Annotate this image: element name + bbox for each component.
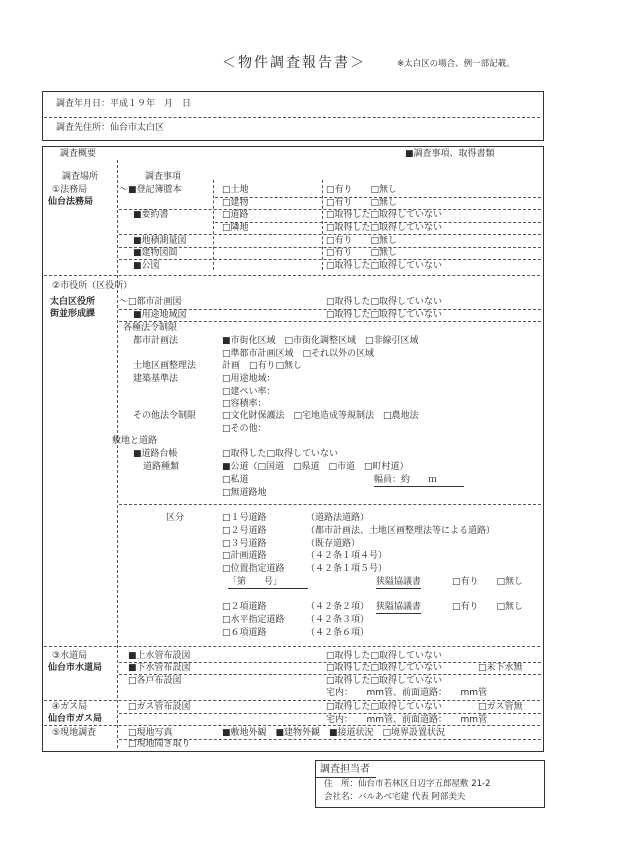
site-interview[interactable]: □現地聞き取り xyxy=(128,739,191,749)
survey-target-field[interactable]: 調査先住所：仙台市太白区 xyxy=(56,123,165,133)
water-office: 仙台市水道局 xyxy=(48,663,103,673)
legal-sub-2[interactable]: □建物 xyxy=(222,198,249,208)
water-map-opts[interactable]: □取得した□取得していない xyxy=(326,651,443,661)
divider xyxy=(44,117,540,118)
land-readjust-opts[interactable]: 計画 □有り□無し xyxy=(222,361,303,371)
div-row-2-desc: （都市計画法、土地区画整理法等による道路） xyxy=(306,526,496,536)
divider xyxy=(119,713,541,714)
coverage-field[interactable]: □建ぺい率： xyxy=(222,387,276,397)
restrictions-label: 各種法令制限 xyxy=(123,323,178,333)
legal-item-7: ■公図 xyxy=(133,261,160,271)
div-row2-1[interactable]: □２項道路 xyxy=(222,602,267,612)
use-map-opts[interactable]: □取得した□取得していない xyxy=(326,310,443,320)
road-ledger-opts[interactable]: □取得した□取得していない xyxy=(222,449,339,459)
gas-map-opts[interactable]: □取得した□取得していない xyxy=(326,702,443,712)
div-row-1-desc: （道路法道路） xyxy=(306,513,370,523)
site-section: ⑤現地調査 xyxy=(52,728,97,738)
legal-item-1: 〜■登記簿謄本 xyxy=(119,185,182,195)
water-map: ■上水管布設図 xyxy=(128,651,191,661)
plan-map: 〜□都市計画図 xyxy=(119,297,182,307)
road-private[interactable]: □私道 xyxy=(222,475,249,485)
narrow-consult-opts-1[interactable]: □有り □無し xyxy=(452,577,524,587)
div-row2-1-desc: （４２条２項） xyxy=(306,602,370,612)
surveyor-underline xyxy=(316,777,376,778)
div-row-2[interactable]: □２号道路 xyxy=(222,526,267,536)
column-divider-3 xyxy=(322,180,323,270)
building-std-label: 建築基準法 xyxy=(133,374,179,384)
city-plan-label: 都市計画法 xyxy=(133,336,179,346)
road-type-label: 道路種類 xyxy=(143,462,180,472)
narrow-consult-opts-2[interactable]: □有り □無し xyxy=(452,602,524,612)
divider xyxy=(119,504,541,505)
site-photo[interactable]: □現地写真 xyxy=(128,728,173,738)
div-row-3[interactable]: □３号道路 xyxy=(222,539,267,549)
sewer-map: ■下水管布設図 xyxy=(128,663,191,673)
legal-item-3: ■要約書 xyxy=(133,210,169,220)
surveyor-label: 調査担当者 xyxy=(320,764,370,775)
div-row-4[interactable]: □計画道路 xyxy=(222,551,267,561)
other-laws-label: その他法令制限 xyxy=(133,411,197,421)
legal-opts-3[interactable]: □取得した□取得していない xyxy=(326,210,443,220)
gas-office: 仙台市ガス局 xyxy=(48,714,103,724)
div-row2-2[interactable]: □水平指定道路 xyxy=(222,615,285,625)
legal-opts-2[interactable]: □有り □無し xyxy=(326,198,398,208)
section-divider xyxy=(44,646,540,647)
legal-sub-4[interactable]: □隣地 xyxy=(222,223,249,233)
divider xyxy=(119,674,541,675)
plan-map-opts[interactable]: □取得した□取得していない xyxy=(326,297,443,307)
col-item: 調査事項 xyxy=(145,172,182,182)
surveyor-address: 住 所：仙台市若林区日辺字五郎屋敷 21-2 xyxy=(324,779,491,789)
no-gas[interactable]: □ガス管無 xyxy=(478,702,523,712)
city-plan-opts-2[interactable]: □準都市計画区域 □それ以外の区域 xyxy=(222,349,375,359)
water-pipe-field[interactable]: 宅内： mm管、前面道路： mm管 xyxy=(326,688,488,698)
house-map: □各戸布設図 xyxy=(128,676,182,686)
survey-date-field[interactable]: 調査年月日：平成１９年 月 日 xyxy=(56,99,192,109)
legal-opts-7[interactable]: □取得した□取得していない xyxy=(326,261,443,271)
other-laws-other[interactable]: □その他： xyxy=(222,424,267,434)
city-office-2: 街並形成課 xyxy=(50,309,96,319)
legal-sub-3[interactable]: □道路 xyxy=(222,210,249,220)
site-road-label: 敷地と道路 xyxy=(112,436,158,446)
section-divider xyxy=(44,275,540,276)
sewer-map-opts[interactable]: □取得した□取得していない xyxy=(326,663,443,673)
use-zone-field[interactable]: □用途地域： xyxy=(222,374,276,384)
div-row2-3-desc: （４２条６項） xyxy=(306,628,370,638)
legal-opts-5[interactable]: □有り □無し xyxy=(326,236,398,246)
divider xyxy=(119,234,541,235)
site-checks[interactable]: ■敷地外観 ■建物外観 ■接道状況 □境界設置状況 xyxy=(222,728,446,738)
section-divider xyxy=(44,700,540,701)
title-note: ※太白区の場合、例一部記載。 xyxy=(397,59,515,69)
legal-opts-4[interactable]: □取得した□取得していない xyxy=(326,223,443,233)
col-place: 調査場所 xyxy=(62,172,99,182)
legal-office: 仙台法務局 xyxy=(48,197,94,207)
house-map-opts[interactable]: □取得した□取得していない xyxy=(326,676,443,686)
road-public[interactable]: ■公道（□国道 □県道 □市道 □町村道） xyxy=(222,462,409,472)
city-plan-opts-1[interactable]: ■市街化区域 □市街化調整区域 □非線引区域 xyxy=(222,336,419,346)
water-section: ③水道局 xyxy=(52,651,88,661)
section-divider xyxy=(44,725,540,726)
legal-opts-6[interactable]: □有り □無し xyxy=(326,248,398,258)
div-row2-2-desc: （４２条３項） xyxy=(306,615,370,625)
overview-legend: ■調査事項、取得書類 xyxy=(405,149,495,159)
column-divider xyxy=(117,160,118,748)
road-ledger-label: ■道路台帳 xyxy=(133,449,178,459)
number-field[interactable]: 「第 号」 xyxy=(228,578,308,589)
division-label: 区分 xyxy=(166,513,185,523)
use-map: ■用途地域図 xyxy=(133,310,187,320)
div-row-5[interactable]: □位置指定道路 xyxy=(222,564,285,574)
legal-item-6: ■建物図面 xyxy=(133,248,178,258)
div-row-5-desc: （４２条１項５号） xyxy=(306,564,388,574)
legal-sub-1[interactable]: □土地 xyxy=(222,185,249,195)
overview-label: 調査概要 xyxy=(60,149,97,159)
no-sewer[interactable]: □未下水無 xyxy=(478,663,523,673)
legal-item-5: ■地積測量図 xyxy=(133,236,187,246)
divider xyxy=(119,259,541,260)
far-field[interactable]: □容積率： xyxy=(222,399,267,409)
legal-opts-1[interactable]: □有り □無し xyxy=(326,185,398,195)
narrow-consult-label-2: 狭隘協議書 xyxy=(376,602,422,612)
surveyor-company: 会社名：バルあべ宅建 代表 阿部美夫 xyxy=(324,792,466,802)
div-row-3-desc: （既存道路） xyxy=(306,539,361,549)
other-laws-opts[interactable]: □文化財保護法 □宅地造成等規制法 □農地法 xyxy=(222,411,419,421)
legal-section: ①法務局 xyxy=(52,185,88,195)
no-road[interactable]: □無道路地 xyxy=(222,488,267,498)
city-office-1: 太白区役所 xyxy=(50,297,96,307)
city-section: ②市役所（区役所） xyxy=(52,281,133,291)
gas-pipe-field[interactable]: 宅内： mm管、前面道路： mm管 xyxy=(326,715,488,725)
div-row2-3[interactable]: □６項道路 xyxy=(222,628,267,638)
road-width-field[interactable]: 幅員：約 ｍ xyxy=(374,476,464,487)
narrow-consult-label-1: 狭隘協議書 xyxy=(376,577,422,587)
gas-section: ④ガス局 xyxy=(52,702,88,712)
div-row-4-desc: （４２条１項４号） xyxy=(306,551,388,561)
gas-map: □ガス管布設図 xyxy=(128,702,191,712)
column-divider-2 xyxy=(213,180,214,270)
land-readjust-label: 土地区画整理法 xyxy=(133,361,197,371)
div-row-1[interactable]: □１号道路 xyxy=(222,513,267,523)
page-title: ＜物件調査報告書＞ xyxy=(222,55,366,71)
divider xyxy=(119,321,541,322)
